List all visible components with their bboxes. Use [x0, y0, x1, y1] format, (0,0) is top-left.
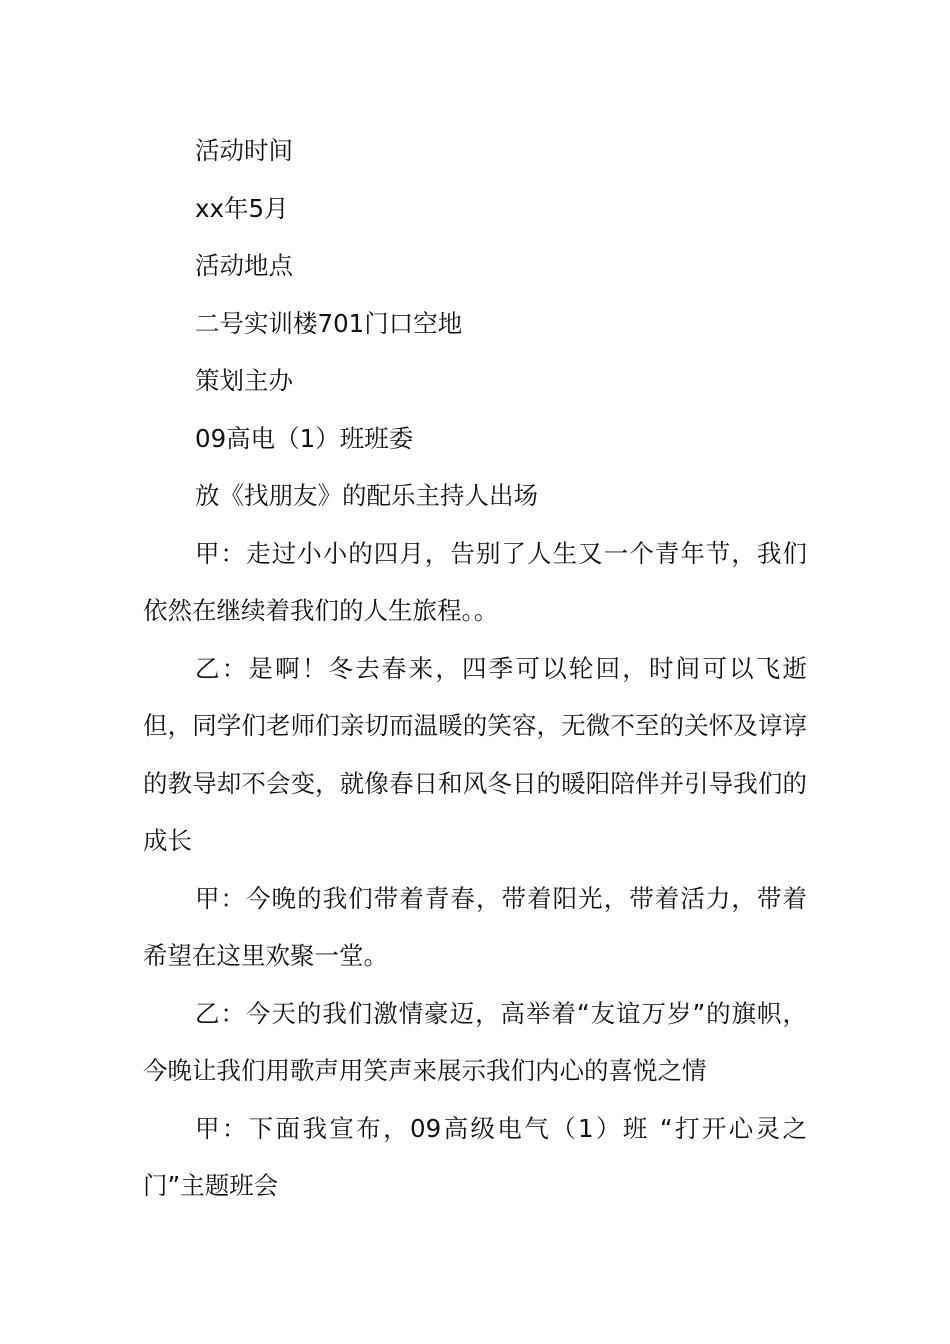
paragraph-activity-location-label: 活动地点: [195, 251, 293, 280]
paragraph-activity-time-value: xx年5月: [195, 193, 289, 223]
paragraph-host-entrance: 放《找朋友》的配乐主持人出场: [195, 481, 538, 510]
document-body: [143, 122, 807, 1215]
paragraph-dialogue-b-1: 乙：是啊！冬去春来，四季可以轮回，时间可以飞逝但，同学们老师们亲切而温暖的笑容，无微不至的关怀及谆谆的教导却不会变，就像春日和风冬日的暖阳陪伴并引导我们的成长: [143, 653, 807, 855]
paragraph-dialogue-a-1: 甲：走过小小的四月，告别了人生又一个青年节，我们依然在继续着我们的人生旅程。。: [143, 538, 807, 625]
paragraph-dialogue-a-3: 甲：下面我宣布，09高级电气（1）班 “打开心灵之门”主题班会: [143, 1113, 807, 1200]
paragraph-dialogue-b-2: 乙：今天的我们激情豪迈，高举着“友谊万岁”的旗帜，今晚让我们用歌声用笑声来展示我们内心的喜悦之情: [143, 998, 807, 1085]
paragraph-activity-time-label: 活动时间: [195, 136, 293, 165]
paragraph-organizer-value: 09高电（1）班班委: [195, 423, 414, 453]
paragraph-organizer-label: 策划主办: [195, 366, 293, 395]
paragraph-activity-location-value: 二号实训楼701门口空地: [195, 308, 463, 338]
paragraph-dialogue-a-2: 甲：今晚的我们带着青春，带着阳光，带着活力，带着希望在这里欢聚一堂。: [143, 883, 807, 970]
